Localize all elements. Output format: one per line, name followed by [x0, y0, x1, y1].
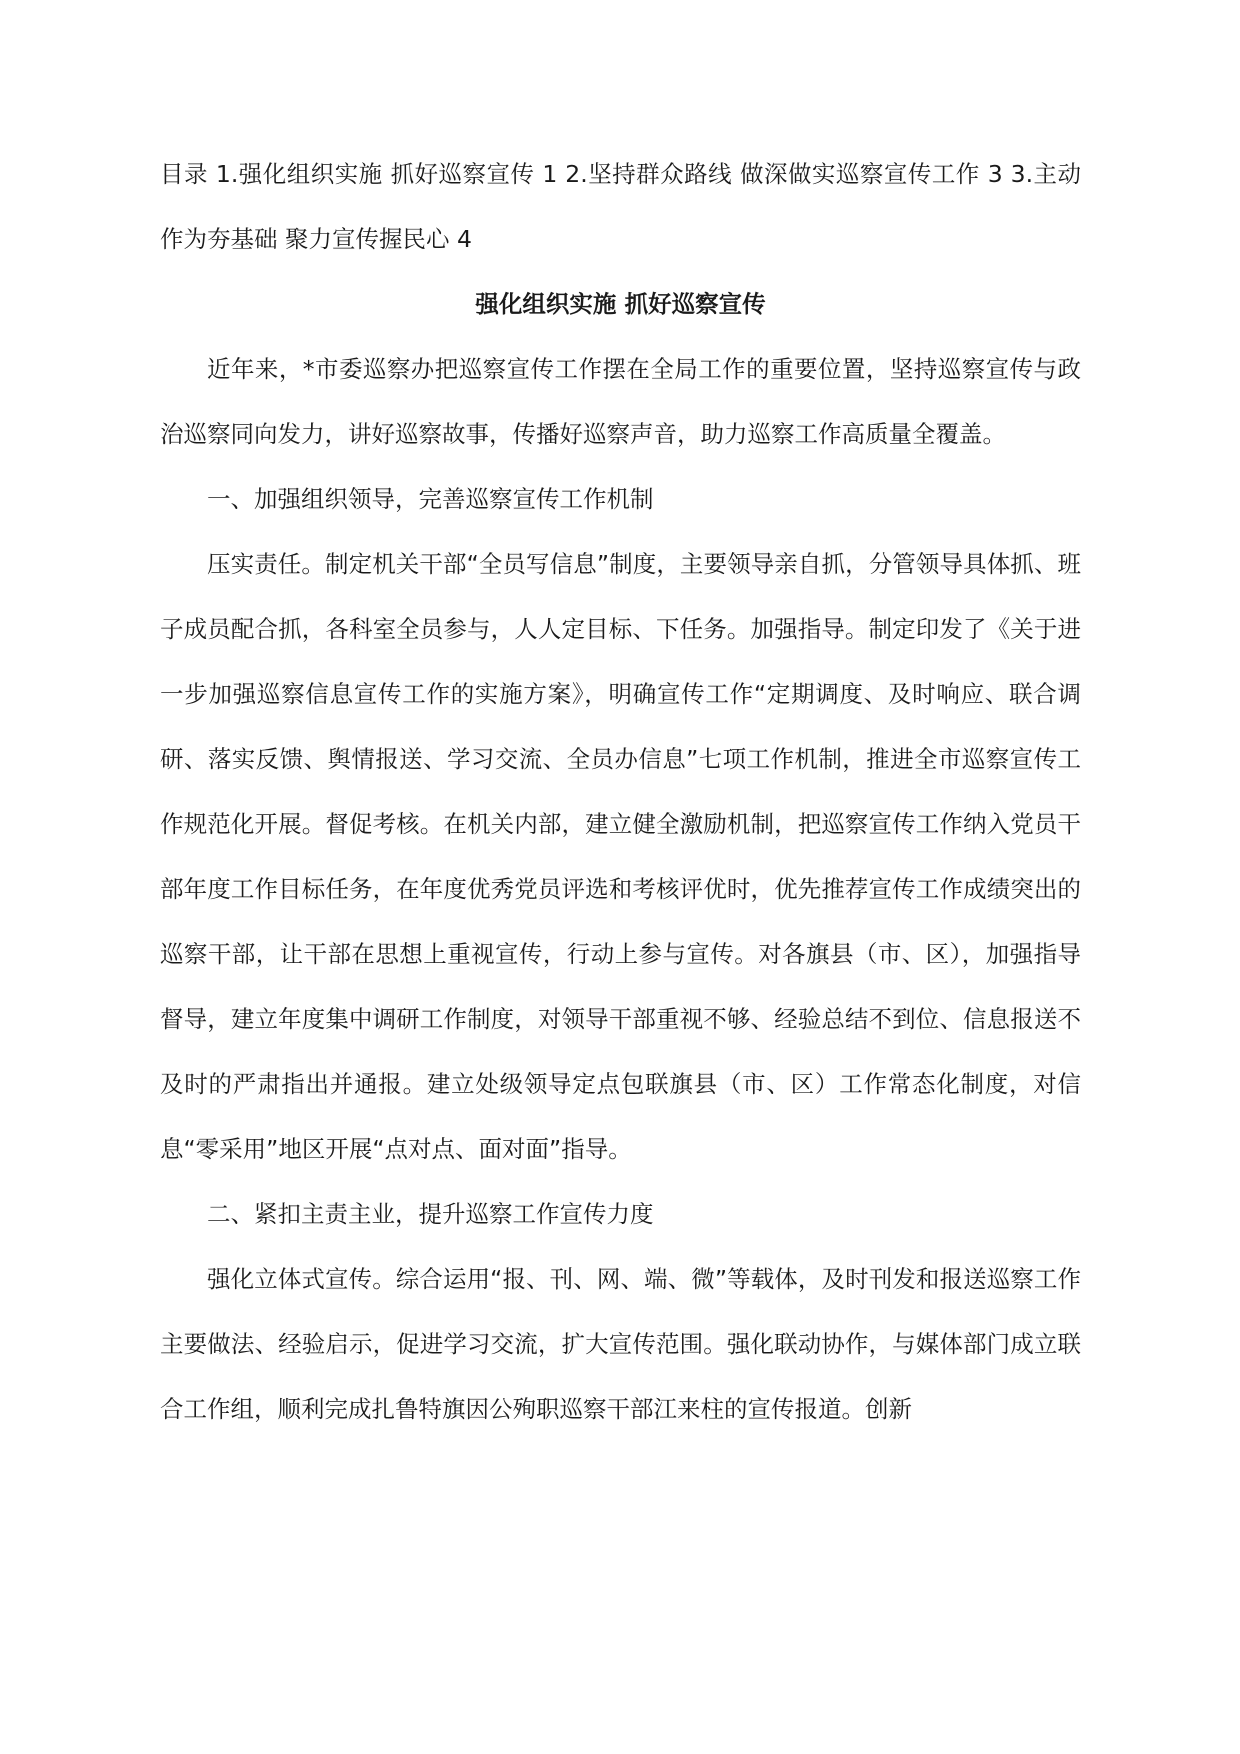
section-2-heading: 二、紧扣主责主业，提升巡察工作宣传力度: [207, 1200, 654, 1228]
section-2-body: 强化立体式宣传。综合运用“报、刊、网、端、微”等载体，及时刊发和报送巡察工作主要做法、经验启示，促进学习交流，扩大宣传范围。强化联动协作，与媒体部门成立联合工作组，顺利完成扎鲁特旗因公殉职巡察干部江来柱的宣传报道。创新: [160, 1265, 1081, 1423]
section-1-heading: 一、加强组织领导，完善巡察宣传工作机制: [207, 485, 654, 513]
document-page: [160, 142, 1081, 1442]
section-1-body: 压实责任。制定机关干部“全员写信息”制度，主要领导亲自抓，分管领导具体抓、班子成员配合抓，各科室全员参与，人人定目标、下任务。加强指导。制定印发了《关于进一步加强巡察信息宣传工作的实施方案》，明确宣传工作“定期调度、及时响应、联合调研、落实反馈、舆情报送、学习交流、全员办信息”七项工作机制，推进全市巡察宣传工作规范化开展。督促考核。在机关内部，建立健全激励机制，把巡察宣传工作纳入党员干部年度工作目标任务，在年度优秀党员评选和考核评优时，优先推荐宣传工作成绩突出的巡察干部，让干部在思想上重视宣传，行动上参与宣传。对各旗县（市、区），加强指导督导，建立年度集中调研工作制度，对领导干部重视不够、经验总结不到位、信息报送不及时的严肃指出并通报。建立处级领导定点包联旗县（市、区）工作常态化制度，对信息“零采用”地区开展“点对点、面对面”指导。: [160, 550, 1081, 1163]
intro-paragraph: 近年来，*市委巡察办把巡察宣传工作摆在全局工作的重要位置，坚持巡察宣传与政治巡察同向发力，讲好巡察故事，传播好巡察声音，助力巡察工作高质量全覆盖。: [160, 355, 1081, 448]
table-of-contents: 目录 1.强化组织实施 抓好巡察宣传 1 2.坚持群众路线 做深做实巡察宣传工作 3 3.主动作为夯基础 聚力宣传握民心 4: [160, 160, 1081, 253]
document-title: 强化组织实施 抓好巡察宣传: [475, 290, 766, 318]
